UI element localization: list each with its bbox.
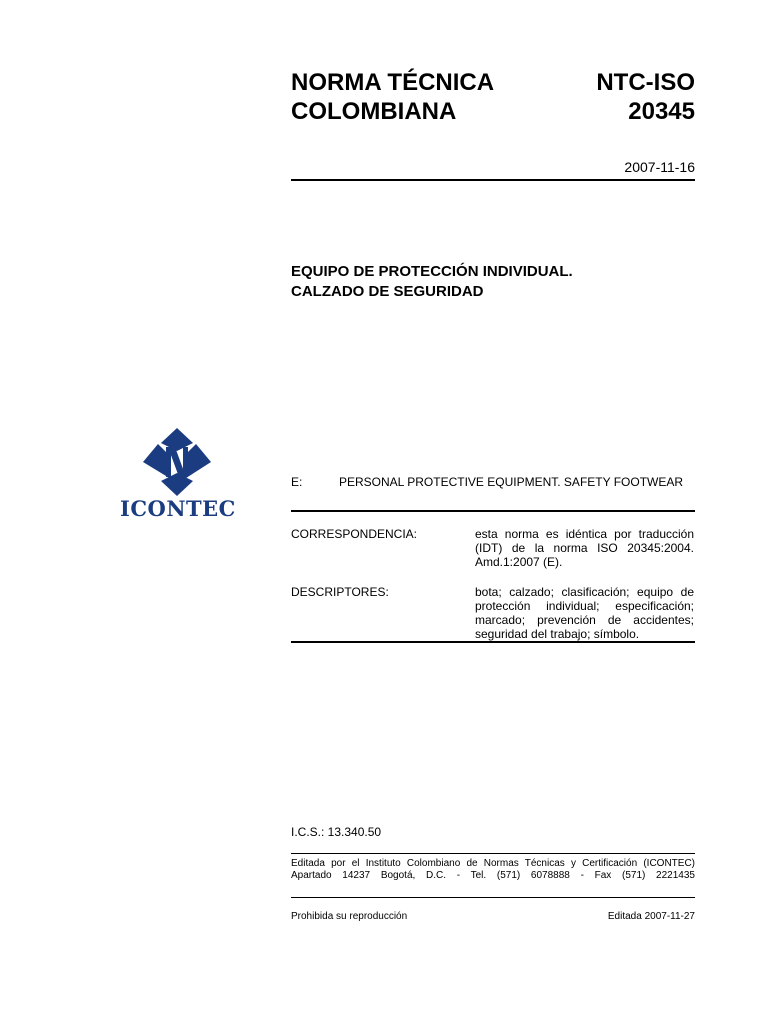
subject-line-2: CALZADO DE SEGURIDAD bbox=[291, 283, 484, 300]
header-divider bbox=[291, 179, 695, 181]
title-line-1: NORMA TÉCNICA bbox=[291, 69, 495, 96]
descriptores-value: bota; calzado; clasificación; equipo de protección individual; especificación; marcado; prevención de accidentes; seguridad del trabajo; símbolo. bbox=[475, 585, 694, 641]
descriptores-divider bbox=[291, 641, 695, 643]
publisher-line-2: Apartado 14237 Bogotá, D.C. - Tel. (571) 6078888 - Fax (571) 2221435 bbox=[291, 870, 695, 881]
edition-date: Editada 2007-11-27 bbox=[607, 911, 695, 922]
document-title bbox=[291, 68, 494, 126]
icontec-logo-text: ICONTEC bbox=[120, 496, 236, 521]
section-divider bbox=[291, 510, 695, 512]
english-label: E: bbox=[291, 475, 303, 489]
publisher-bottom-divider bbox=[291, 897, 695, 898]
standard-subject bbox=[291, 262, 573, 302]
standard-code bbox=[596, 68, 695, 126]
publisher-top-divider bbox=[291, 853, 695, 854]
title-line-2: COLOMBIANA bbox=[291, 98, 457, 125]
icontec-n-mark-icon bbox=[120, 427, 232, 499]
code-line-1: NTC-ISO bbox=[596, 69, 695, 96]
publisher-line-1: Editada por el Instituto Colombiano de Normas Técnicas y Certificación (ICONTEC) bbox=[291, 858, 695, 869]
ics-code: I.C.S.: 13.340.50 bbox=[291, 825, 382, 839]
descriptores-label: DESCRIPTORES: bbox=[291, 585, 389, 599]
correspondencia-value: esta norma es idéntica por traducción (IDT) de la norma ISO 20345:2004. Amd.1:2007 (E). bbox=[475, 527, 694, 569]
code-line-2: 20345 bbox=[628, 98, 695, 125]
correspondencia-label: CORRESPONDENCIA: bbox=[291, 527, 418, 541]
publisher-info bbox=[291, 858, 695, 882]
subject-line-1: EQUIPO DE PROTECCIÓN INDIVIDUAL. bbox=[291, 263, 573, 280]
english-title: PERSONAL PROTECTIVE EQUIPMENT. SAFETY FOOTWEAR bbox=[339, 475, 684, 489]
publication-date: 2007-11-16 bbox=[624, 159, 695, 175]
reproduction-notice: Prohibida su reproducción bbox=[291, 911, 408, 922]
